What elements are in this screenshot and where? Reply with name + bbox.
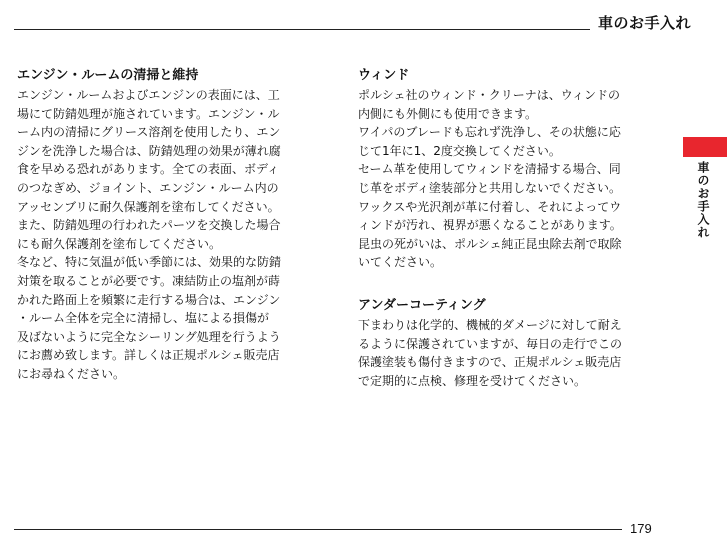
page-header-title: 車のお手入れ bbox=[598, 14, 692, 32]
section-spacer bbox=[358, 272, 668, 296]
right-column bbox=[358, 66, 668, 390]
engine-room-paragraph-1: エンジン・ルームおよびエンジンの表面には、工 場にて防錆処理が施されています。エンジン・ル ーム内の清掃にグリース溶剤を使用したり、エン ジンを洗浄した場合は、防錆処理の効果が薄れ腐 食を早める恐れがあります。全ての表面、ボディ のつなぎめ、ジョイント、エンジン・ルーム内の アッセンブリに耐久保護剤を塗布してください。 また、防錆処理の行われたパーツを交換した場合 にも耐久保護剤を塗布してください。 bbox=[17, 88, 281, 251]
chapter-tab-marker bbox=[683, 137, 727, 157]
undercoating-paragraph-1: 下まわりは化学的、機械的ダメージに対して耐え るように保護されていますが、毎日の走行でこの 保護塗装も傷付きますので、正規ポルシェ販売店 で定期的に点検、修理を受けてください。 bbox=[358, 317, 623, 388]
undercoating-heading: アンダーコーティング bbox=[358, 297, 486, 313]
chapter-tab-label: 車のお手入れ bbox=[696, 161, 710, 239]
left-column bbox=[17, 66, 327, 384]
footer-rule bbox=[14, 529, 622, 530]
window-paragraph-3: セーム革を使用してウィンドを清掃する場合、同 じ革をボディ塗装部分と共用しないでください。 ワックスや光沢剤が革に付着し、それによってウ ィンドが汚れ、視界が悪くなることがあります。 bbox=[358, 162, 622, 233]
header-rule bbox=[14, 29, 590, 30]
engine-room-paragraph-2: 冬など、特に気温が低い季節には、効果的な防錆 対策を取ることが必要です。凍結防止の塩剤が蒔 かれた路面上を頻繁に走行する場合は、エンジン ・ルーム全体を完全に清掃し、塩による損傷が 及ばないように完全なシーリング処理を行うよう にお薦め致します。詳しくは正規ポルシェ販売店 にお尋ねください。 bbox=[17, 255, 282, 381]
window-paragraph-1: ポルシェ社のウィンド・クリーナは、ウィンドの 内側にも外側にも使用できます。 bbox=[358, 88, 621, 121]
window-paragraph-4: 昆虫の死がいは、ポルシェ純正昆虫除去剤で取除 いてください。 bbox=[358, 236, 622, 270]
window-heading: ウィンド bbox=[358, 68, 410, 83]
engine-room-heading: エンジン・ルームの清掃と維持 bbox=[17, 68, 199, 83]
window-paragraph-2: ワイパのブレードも忘れず洗浄し、その状態に応 じて1年に1、2度交換してください。 bbox=[358, 125, 621, 158]
page-number: 179 bbox=[630, 521, 652, 536]
